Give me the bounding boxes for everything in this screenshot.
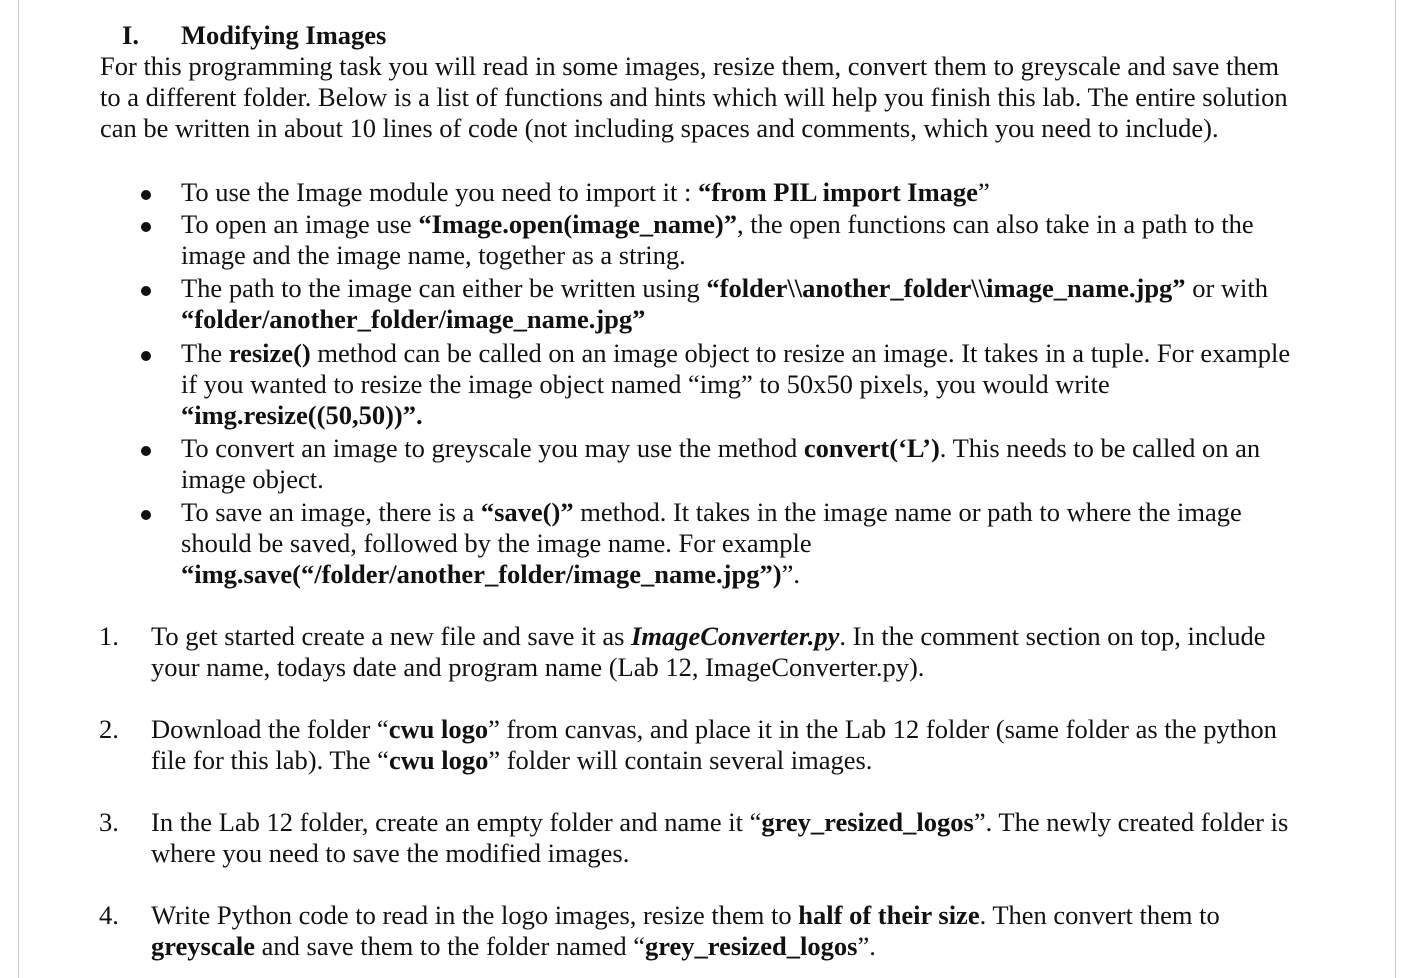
bullet-text: , the open functions can also take in a path to the bbox=[737, 209, 1254, 239]
bullet-item-resize bbox=[181, 338, 1341, 431]
step-folder-name: cwu logo bbox=[388, 714, 489, 744]
step-folder-name: cwu logo bbox=[388, 745, 489, 775]
bullet-line bbox=[181, 559, 1341, 590]
bullet-code: “from PIL import Image bbox=[698, 177, 978, 207]
step-line bbox=[151, 900, 1341, 931]
bullet-line bbox=[181, 209, 1341, 240]
section-heading bbox=[122, 20, 386, 51]
bullet-item-save bbox=[181, 497, 1341, 590]
step-item-2 bbox=[99, 714, 1341, 776]
bullet-line bbox=[181, 433, 1341, 464]
bullet-line: if you wanted to resize the image object named “img” to 50x50 pixels, you would write bbox=[181, 369, 1110, 399]
step-line bbox=[151, 621, 1341, 652]
intro-line: to a different folder. Below is a list of functions and hints which will help you finish this lab. The entire solution bbox=[100, 82, 1288, 112]
bullet-line: should be saved, followed by the image name. For example bbox=[181, 528, 812, 558]
step-text: ”. bbox=[857, 931, 876, 961]
bullet-item-path bbox=[181, 273, 1341, 335]
bullet-text: . This needs to be called on an bbox=[939, 433, 1261, 463]
step-number: 3. bbox=[99, 807, 119, 837]
bullet-line: image and the image name, together as a string. bbox=[181, 240, 686, 270]
bullet-text: method. It takes in the image name or path to where the image bbox=[573, 497, 1242, 527]
intro-paragraph bbox=[100, 51, 1325, 144]
bullet-code: “img.save(“/folder/another_folder/image_name.jpg”) bbox=[181, 559, 782, 589]
step-emphasis: half of their size bbox=[798, 900, 980, 930]
step-line bbox=[151, 714, 1341, 745]
step-number: 1. bbox=[99, 621, 119, 651]
step-text: Download the folder “ bbox=[151, 714, 389, 744]
section-title: Modifying Images bbox=[181, 20, 387, 50]
step-text: ” folder will contain several images. bbox=[488, 745, 873, 775]
bullet-text: To use the Image module you need to import it : bbox=[181, 177, 698, 207]
bullet-item-open bbox=[181, 209, 1341, 271]
section-number: I. bbox=[122, 20, 139, 50]
bullet-line bbox=[181, 304, 1341, 335]
bullet-text: The bbox=[181, 338, 229, 368]
step-line: your name, todays date and program name (Lab 12, ImageConverter.py). bbox=[151, 652, 925, 682]
step-filename: ImageConverter.py bbox=[631, 621, 840, 651]
bullet-line bbox=[181, 400, 1341, 431]
step-line bbox=[151, 745, 1341, 776]
bullet-text: To open an image use bbox=[181, 209, 419, 239]
bullet-text: method can be called on an image object to resize an image. It takes in a tuple. For example bbox=[310, 338, 1291, 368]
step-folder-name: grey_resized_logos bbox=[761, 807, 974, 837]
bullet-text: To convert an image to greyscale you may use the method bbox=[181, 433, 804, 463]
bullet-dot-icon bbox=[141, 446, 151, 456]
bullet-text: or with bbox=[1185, 273, 1268, 303]
step-line: where you need to save the modified images. bbox=[151, 838, 630, 868]
bullet-item-convert bbox=[181, 433, 1341, 495]
bullet-code: “Image.open(image_name)” bbox=[418, 209, 737, 239]
step-text: file for this lab). The “ bbox=[151, 745, 389, 775]
bullet-line: image object. bbox=[181, 464, 324, 494]
bullet-line bbox=[181, 273, 1341, 304]
bullet-line bbox=[181, 497, 1341, 528]
step-text: Write Python code to read in the logo images, resize them to bbox=[151, 900, 799, 930]
step-text: and save them to the folder named “ bbox=[255, 931, 645, 961]
bullet-code: “save()” bbox=[480, 497, 574, 527]
bullet-text: ”. bbox=[781, 559, 800, 589]
step-emphasis: greyscale bbox=[151, 931, 255, 961]
bullet-code: “folder/another_folder/image_name.jpg” bbox=[181, 304, 646, 334]
bullet-code: “img.resize((50,50))”. bbox=[181, 400, 423, 430]
intro-line: can be written in about 10 lines of code (not including spaces and comments, which you need to include). bbox=[100, 113, 1219, 143]
bullet-item-import bbox=[181, 177, 1341, 208]
step-item-1 bbox=[99, 621, 1341, 683]
bullet-code: resize() bbox=[228, 338, 311, 368]
bullet-line bbox=[181, 177, 1341, 208]
bullet-text: To save an image, there is a bbox=[181, 497, 481, 527]
step-text: ” from canvas, and place it in the Lab 12 folder (same folder as the python bbox=[488, 714, 1277, 744]
step-text: To get started create a new file and save it as bbox=[151, 621, 632, 651]
bullet-dot-icon bbox=[141, 190, 151, 200]
step-text: . In the comment section on top, include bbox=[839, 621, 1266, 651]
step-text: . Then convert them to bbox=[979, 900, 1220, 930]
step-item-4 bbox=[99, 900, 1341, 962]
step-line bbox=[151, 931, 1341, 962]
step-line bbox=[151, 807, 1341, 838]
bullet-dot-icon bbox=[141, 351, 151, 361]
step-number: 2. bbox=[99, 714, 119, 744]
bullet-code: convert(‘L’) bbox=[803, 433, 940, 463]
bullet-text: The path to the image can either be written using bbox=[181, 273, 707, 303]
intro-line: For this programming task you will read in some images, resize them, convert them to greyscale and save them bbox=[100, 51, 1279, 81]
step-folder-name: grey_resized_logos bbox=[645, 931, 858, 961]
bullet-dot-icon bbox=[141, 286, 151, 296]
bullet-text: ” bbox=[977, 177, 990, 207]
step-number: 4. bbox=[99, 900, 119, 930]
step-item-3 bbox=[99, 807, 1341, 869]
step-text: In the Lab 12 folder, create an empty folder and name it “ bbox=[151, 807, 762, 837]
bullet-code: “folder\\another_folder\\image_name.jpg” bbox=[706, 273, 1186, 303]
bullet-line bbox=[181, 338, 1341, 369]
bullet-dot-icon bbox=[141, 222, 151, 232]
step-text: ”. The newly created folder is bbox=[973, 807, 1289, 837]
bullet-dot-icon bbox=[141, 510, 151, 520]
